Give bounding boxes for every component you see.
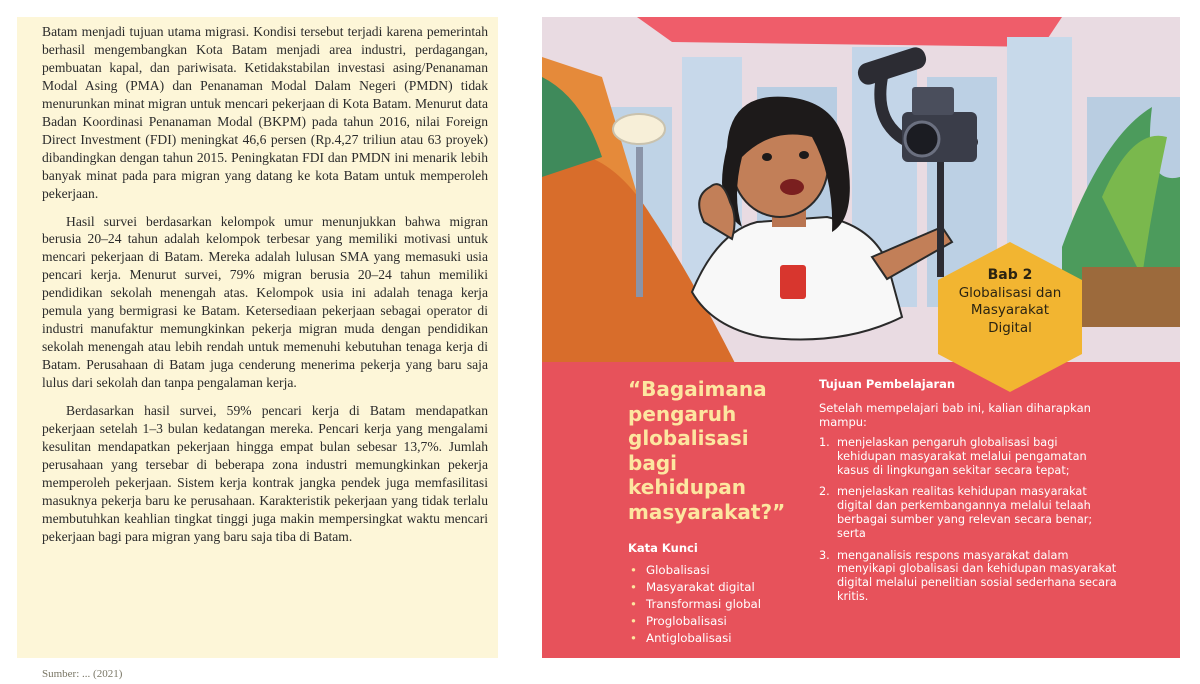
page-body-text (42, 23, 488, 680)
keyword-label: Transformasi global (646, 597, 762, 611)
keyword-item (630, 613, 761, 630)
objective-number: 1. (819, 436, 830, 449)
vlogger-illustration (542, 17, 1180, 377)
bullet-icon: • (630, 614, 637, 628)
learning-objectives-intro: Setelah mempelajari bab ini, kalian diharapkan mampu: (819, 401, 1091, 429)
camera-screen (912, 87, 954, 115)
objective-number: 3. (819, 548, 830, 562)
chapter-number: Bab 2 (987, 267, 1033, 283)
objective-text: menganalisis respons masyarakat dalam menyikapi globalisasi dan kehidupan masyarakat digital melalui penelitian sosial sederhana secara kritis. (837, 548, 1117, 603)
objective-item (819, 436, 1119, 477)
paragraph-2: Hasil survei berdasarkan kelompok umur menunjukkan bahwa migran berusia 20–24 tahun adalah kelompok terbesar yang memiliki motivasi untuk mencari pekerjaan di Batam. Mereka adalah lulusan SMA yang memasuki usia pencari kerja. Menurut survei, 79% migran berusia 20–24 tahun memiliki pendidikan sekolah menengah atas. Kelompok usia ini adalah tenaga kerja pemula yang bermigrasi ke Batam. Ketersediaan pekerjaan sebagai operator di industri manufaktur memungkinkan pekerja migran muda dengan pendidikan sekolah menengah atau lebih rendah untuk memenuhi kebutuhan tenaga kerja di Batam. Perusahaan di Batam juga cenderung menerima pekerja yang baru saja lulus dari sekolah dan tanpa pengalaman kerja. (42, 213, 488, 391)
objective-item (819, 485, 1119, 540)
street-lamp-pole (636, 147, 643, 297)
paragraph-3: Berdasarkan hasil survei, 59% pencari kerja di Batam mendapatkan pekerjaan setelah 1–3 bulan kedatangan mereka. Pencari kerja yang mengalami kesulitan mendapatkan pekerjaan hingga empat bulan sebesar 13,7%. Jumlah perusahaan yang tersebar di beberapa zona industri memungkinkan pekerja memperoleh pekerjaan. Sistem kerja kontrak jangka pendek juga memfasilitasi masuknya pekerja baru ke perusahaan. Karakteristik pekerjaan yang tidak terlalu membutuhkan keahlian tingkat tinggi juga makin mempersingkat waktu mencari pekerjaan bagi para migran yang baru saja tiba di Batam. (42, 403, 488, 544)
keywords-list (630, 562, 761, 647)
learning-objectives-heading: Tujuan Pembelajaran (819, 377, 956, 391)
girl-eye (762, 153, 772, 161)
keywords-heading: Kata Kunci (628, 541, 698, 555)
keyword-item (630, 579, 761, 596)
keyword-item (630, 630, 761, 647)
objective-item (819, 549, 1119, 604)
learning-objectives-list (819, 436, 1119, 612)
bullet-icon: • (630, 580, 637, 594)
cut-off-source-line: Sumber: ... (2021) (42, 668, 123, 680)
objective-number: 2. (819, 485, 830, 499)
paragraph-1: Batam menjadi tujuan utama migrasi. Kondisi tersebut terjadi karena pemerintah berhasil mengembangkan Kota Batam menjadi area industri, perdagangan, pembuatan kapal, dan pariwisata. Ketidakstabilan investasi asing/Penanaman Modal Asing (PMA) dan Penanaman Modal Dalam Negeri (PMDN) tidak menurunkan minat migran untuk mencari pekerjaan di Kota Batam. Menurut data Badan Koordinasi Penanaman Modal (BKPM) pada tahun 2016, nilai Foreign Direct Investment (FDI) meningkat 46,6 persen (Rp.4,27 triliun atau 63 proyek) dibandingkan dengan tahun 2015. Peningkatan FDI dan PMDN ini menarik lebih banyak minat pada para migran yang datang ke kota Batam untuk memperoleh pekerjaan. (42, 24, 488, 201)
keyword-item (630, 596, 761, 613)
chapter-guiding-question: “Bagaimana pengaruh globalisasi bagi kehidupan masyarakat?” (628, 377, 786, 524)
keyword-label: Proglobalisasi (646, 614, 727, 628)
chapter-title-line-1: Globalisasi dan (958, 284, 1062, 301)
chapter-title-line-2: Masyarakat (970, 302, 1050, 318)
chapter-cover-page (542, 17, 1180, 658)
keyword-label: Masyarakat digital (646, 580, 755, 594)
camera-lens (905, 122, 939, 156)
keyword-label: Antiglobalisasi (646, 631, 732, 645)
left-book-page (17, 17, 498, 680)
bullet-icon: • (630, 563, 637, 577)
chapter-title-block (938, 267, 1082, 337)
school-badge (780, 265, 806, 299)
bullet-icon: • (630, 631, 637, 645)
girl-mouth (780, 179, 804, 195)
girl-eye (799, 151, 809, 159)
objective-text: menjelaskan pengaruh globalisasi bagi kehidupan masyarakat melalui pengamatan kasus di lingkungan sekitar secara tepat; (837, 436, 1087, 477)
bullet-icon: • (630, 597, 637, 611)
keyword-label: Globalisasi (646, 563, 710, 577)
bench-shape (1082, 267, 1180, 327)
chapter-title-line-3: Digital (988, 319, 1032, 336)
street-lamp-head (613, 114, 665, 144)
objective-text: menjelaskan realitas kehidupan masyarakat digital dan perkembangannya melalui telaah berbagai sumber yang relevan secara benar; serta (837, 485, 1093, 540)
keyword-item (630, 562, 761, 579)
